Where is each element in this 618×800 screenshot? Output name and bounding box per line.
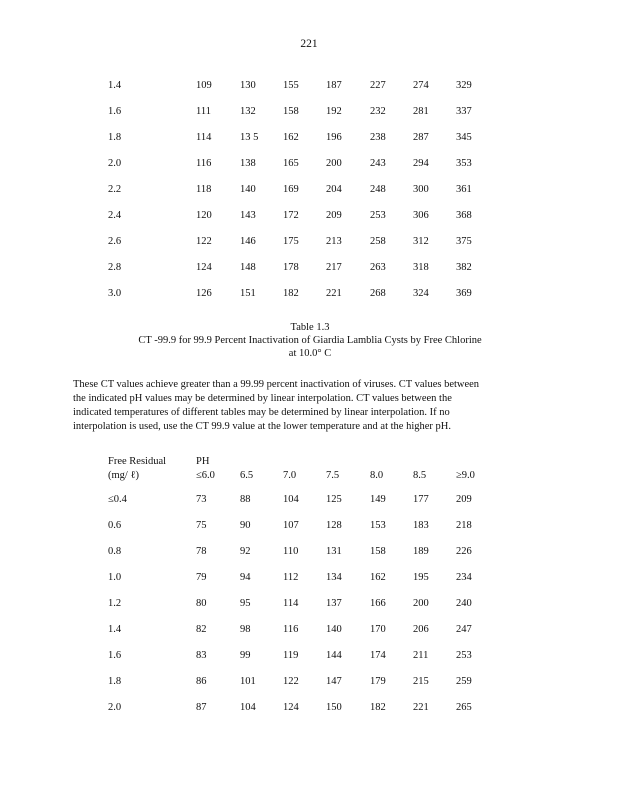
header-free-residual: Free Residual xyxy=(108,456,167,467)
value-cell: 259 xyxy=(456,676,472,687)
value-cell: 382 xyxy=(456,262,472,273)
table-row xyxy=(0,236,618,250)
value-cell: 337 xyxy=(456,106,472,117)
value-cell: 166 xyxy=(370,598,386,609)
value-cell: 140 xyxy=(240,184,256,195)
value-cell: 112 xyxy=(283,572,299,583)
value-cell: 151 xyxy=(240,288,256,299)
value-cell: 148 xyxy=(240,262,256,273)
value-cell: 177 xyxy=(413,494,429,505)
value-cell: 162 xyxy=(283,132,299,143)
value-cell: 116 xyxy=(196,158,212,169)
value-cell: 179 xyxy=(370,676,386,687)
table-row xyxy=(0,288,618,302)
notes-line: indicated temperatures of different tables may be determined by linear interpolation. If no xyxy=(73,407,450,418)
row-label-cell: 0.6 xyxy=(108,520,122,531)
value-cell: 369 xyxy=(456,288,472,299)
value-cell: 120 xyxy=(196,210,212,221)
table-row xyxy=(0,676,618,690)
row-label-cell: ≤0.4 xyxy=(108,494,127,505)
table-row xyxy=(0,158,618,172)
row-label-cell: 1.0 xyxy=(108,572,122,583)
value-cell: 95 xyxy=(240,598,251,609)
value-cell: 109 xyxy=(196,80,212,91)
ph-value-header: 7.0 xyxy=(283,470,297,481)
value-cell: 265 xyxy=(456,702,472,713)
value-cell: 88 xyxy=(240,494,251,505)
value-cell: 174 xyxy=(370,650,386,661)
value-cell: 158 xyxy=(370,546,386,557)
value-cell: 131 xyxy=(326,546,342,557)
row-label-cell: 2.4 xyxy=(108,210,122,221)
value-cell: 122 xyxy=(196,236,212,247)
value-cell: 195 xyxy=(413,572,429,583)
caption-temperature: at 10.0° C xyxy=(288,348,332,359)
value-cell: 345 xyxy=(456,132,472,143)
value-cell: 87 xyxy=(196,702,207,713)
value-cell: 86 xyxy=(196,676,207,687)
value-cell: 263 xyxy=(370,262,386,273)
value-cell: 124 xyxy=(283,702,299,713)
table-row xyxy=(0,650,618,664)
row-label-cell: 1.8 xyxy=(108,676,122,687)
notes-line: These CT values achieve greater than a 99.99 percent inactivation of viruses. CT values between xyxy=(73,379,480,390)
row-label-cell: 2.8 xyxy=(108,262,122,273)
table-row xyxy=(0,520,618,534)
row-label-cell: 2.6 xyxy=(108,236,122,247)
value-cell: 82 xyxy=(196,624,207,635)
notes-paragraph xyxy=(73,378,541,434)
value-cell: 165 xyxy=(283,158,299,169)
value-cell: 247 xyxy=(456,624,472,635)
row-label-cell: 1.4 xyxy=(108,80,122,91)
row-label-cell: 1.6 xyxy=(108,106,122,117)
value-cell: 287 xyxy=(413,132,429,143)
value-cell: 183 xyxy=(413,520,429,531)
table-caption xyxy=(60,321,560,360)
row-label-cell: 2.2 xyxy=(108,184,122,195)
ph-value-header: ≤6.0 xyxy=(196,470,215,481)
value-cell: 144 xyxy=(326,650,342,661)
value-cell: 361 xyxy=(456,184,472,195)
value-cell: 130 xyxy=(240,80,256,91)
value-cell: 187 xyxy=(326,80,342,91)
row-label-cell: 1.2 xyxy=(108,598,122,609)
row-label-cell: 3.0 xyxy=(108,288,122,299)
value-cell: 243 xyxy=(370,158,386,169)
value-cell: 234 xyxy=(456,572,472,583)
value-cell: 80 xyxy=(196,598,207,609)
value-cell: 118 xyxy=(196,184,212,195)
value-cell: 104 xyxy=(283,494,299,505)
value-cell: 99 xyxy=(240,650,251,661)
table-row xyxy=(0,624,618,638)
notes-line: interpolation is used, use the CT 99.9 value at the lower temperature and at the higher pH. xyxy=(73,421,451,432)
value-cell: 182 xyxy=(283,288,299,299)
value-cell: 300 xyxy=(413,184,429,195)
value-cell: 221 xyxy=(413,702,429,713)
value-cell: 368 xyxy=(456,210,472,221)
header-ph-label: PH xyxy=(196,456,210,467)
row-label-cell: 2.0 xyxy=(108,158,122,169)
value-cell: 149 xyxy=(370,494,386,505)
ph-value-header: 7.5 xyxy=(326,470,340,481)
value-cell: 318 xyxy=(413,262,429,273)
value-cell: 221 xyxy=(326,288,342,299)
table-row xyxy=(0,106,618,120)
value-cell: 375 xyxy=(456,236,472,247)
value-cell: 122 xyxy=(283,676,299,687)
table-row xyxy=(0,262,618,276)
value-cell: 132 xyxy=(240,106,256,117)
value-cell: 147 xyxy=(326,676,342,687)
value-cell: 146 xyxy=(240,236,256,247)
value-cell: 353 xyxy=(456,158,472,169)
value-cell: 294 xyxy=(413,158,429,169)
value-cell: 150 xyxy=(326,702,342,713)
notes-line: the indicated pH values may be determined by linear interpolation. CT values between the xyxy=(73,393,452,404)
value-cell: 107 xyxy=(283,520,299,531)
value-cell: 215 xyxy=(413,676,429,687)
value-cell: 110 xyxy=(283,546,299,557)
value-cell: 83 xyxy=(196,650,207,661)
value-cell: 178 xyxy=(283,262,299,273)
value-cell: 189 xyxy=(413,546,429,557)
value-cell: 227 xyxy=(370,80,386,91)
value-cell: 240 xyxy=(456,598,472,609)
value-cell: 13 5 xyxy=(240,132,259,143)
value-cell: 125 xyxy=(326,494,342,505)
value-cell: 92 xyxy=(240,546,251,557)
value-cell: 232 xyxy=(370,106,386,117)
row-label-cell: 2.0 xyxy=(108,702,122,713)
value-cell: 253 xyxy=(456,650,472,661)
value-cell: 329 xyxy=(456,80,472,91)
value-cell: 175 xyxy=(283,236,299,247)
value-cell: 258 xyxy=(370,236,386,247)
value-cell: 98 xyxy=(240,624,251,635)
value-cell: 206 xyxy=(413,624,429,635)
table-row xyxy=(0,184,618,198)
value-cell: 137 xyxy=(326,598,342,609)
value-cell: 114 xyxy=(283,598,299,609)
value-cell: 79 xyxy=(196,572,207,583)
value-cell: 75 xyxy=(196,520,207,531)
value-cell: 104 xyxy=(240,702,256,713)
value-cell: 213 xyxy=(326,236,342,247)
ph-value-header: ≥9.0 xyxy=(456,470,475,481)
value-cell: 200 xyxy=(413,598,429,609)
value-cell: 116 xyxy=(283,624,299,635)
value-cell: 253 xyxy=(370,210,386,221)
value-cell: 119 xyxy=(283,650,299,661)
value-cell: 226 xyxy=(456,546,472,557)
value-cell: 196 xyxy=(326,132,342,143)
row-label-cell: 1.8 xyxy=(108,132,122,143)
value-cell: 134 xyxy=(326,572,342,583)
value-cell: 172 xyxy=(283,210,299,221)
value-cell: 192 xyxy=(326,106,342,117)
value-cell: 162 xyxy=(370,572,386,583)
value-cell: 169 xyxy=(283,184,299,195)
value-cell: 209 xyxy=(326,210,342,221)
value-cell: 218 xyxy=(456,520,472,531)
value-cell: 73 xyxy=(196,494,207,505)
value-cell: 211 xyxy=(413,650,429,661)
value-cell: 101 xyxy=(240,676,256,687)
value-cell: 170 xyxy=(370,624,386,635)
row-label-cell: 1.4 xyxy=(108,624,122,635)
value-cell: 124 xyxy=(196,262,212,273)
value-cell: 217 xyxy=(326,262,342,273)
value-cell: 128 xyxy=(326,520,342,531)
value-cell: 324 xyxy=(413,288,429,299)
value-cell: 153 xyxy=(370,520,386,531)
table-row xyxy=(0,80,618,94)
row-label-cell: 0.8 xyxy=(108,546,122,557)
value-cell: 274 xyxy=(413,80,429,91)
value-cell: 204 xyxy=(326,184,342,195)
ph-value-header: 6.5 xyxy=(240,470,254,481)
table-row xyxy=(0,132,618,146)
caption-title: Table 1.3 xyxy=(290,322,330,333)
table-row xyxy=(0,702,618,716)
caption-description: CT -99.9 for 99.9 Percent Inactivation of Giardia Lamblia Cysts by Free Chlorine xyxy=(138,335,482,346)
value-cell: 268 xyxy=(370,288,386,299)
value-cell: 248 xyxy=(370,184,386,195)
value-cell: 281 xyxy=(413,106,429,117)
row-label-cell: 1.6 xyxy=(108,650,122,661)
table-row xyxy=(0,210,618,224)
value-cell: 155 xyxy=(283,80,299,91)
table-row xyxy=(0,546,618,560)
table-row xyxy=(0,494,618,508)
table-row xyxy=(0,572,618,586)
value-cell: 200 xyxy=(326,158,342,169)
ph-value-header: 8.5 xyxy=(413,470,427,481)
header-units: (mg/ ℓ) xyxy=(108,470,139,481)
page-number: 221 xyxy=(300,38,318,50)
value-cell: 143 xyxy=(240,210,256,221)
value-cell: 312 xyxy=(413,236,429,247)
value-cell: 209 xyxy=(456,494,472,505)
ph-value-header: 8.0 xyxy=(370,470,384,481)
value-cell: 140 xyxy=(326,624,342,635)
value-cell: 306 xyxy=(413,210,429,221)
value-cell: 114 xyxy=(196,132,212,143)
value-cell: 182 xyxy=(370,702,386,713)
value-cell: 126 xyxy=(196,288,212,299)
value-cell: 158 xyxy=(283,106,299,117)
value-cell: 90 xyxy=(240,520,251,531)
table-row xyxy=(0,598,618,612)
value-cell: 138 xyxy=(240,158,256,169)
value-cell: 238 xyxy=(370,132,386,143)
value-cell: 94 xyxy=(240,572,251,583)
value-cell: 78 xyxy=(196,546,207,557)
value-cell: 111 xyxy=(196,106,211,117)
